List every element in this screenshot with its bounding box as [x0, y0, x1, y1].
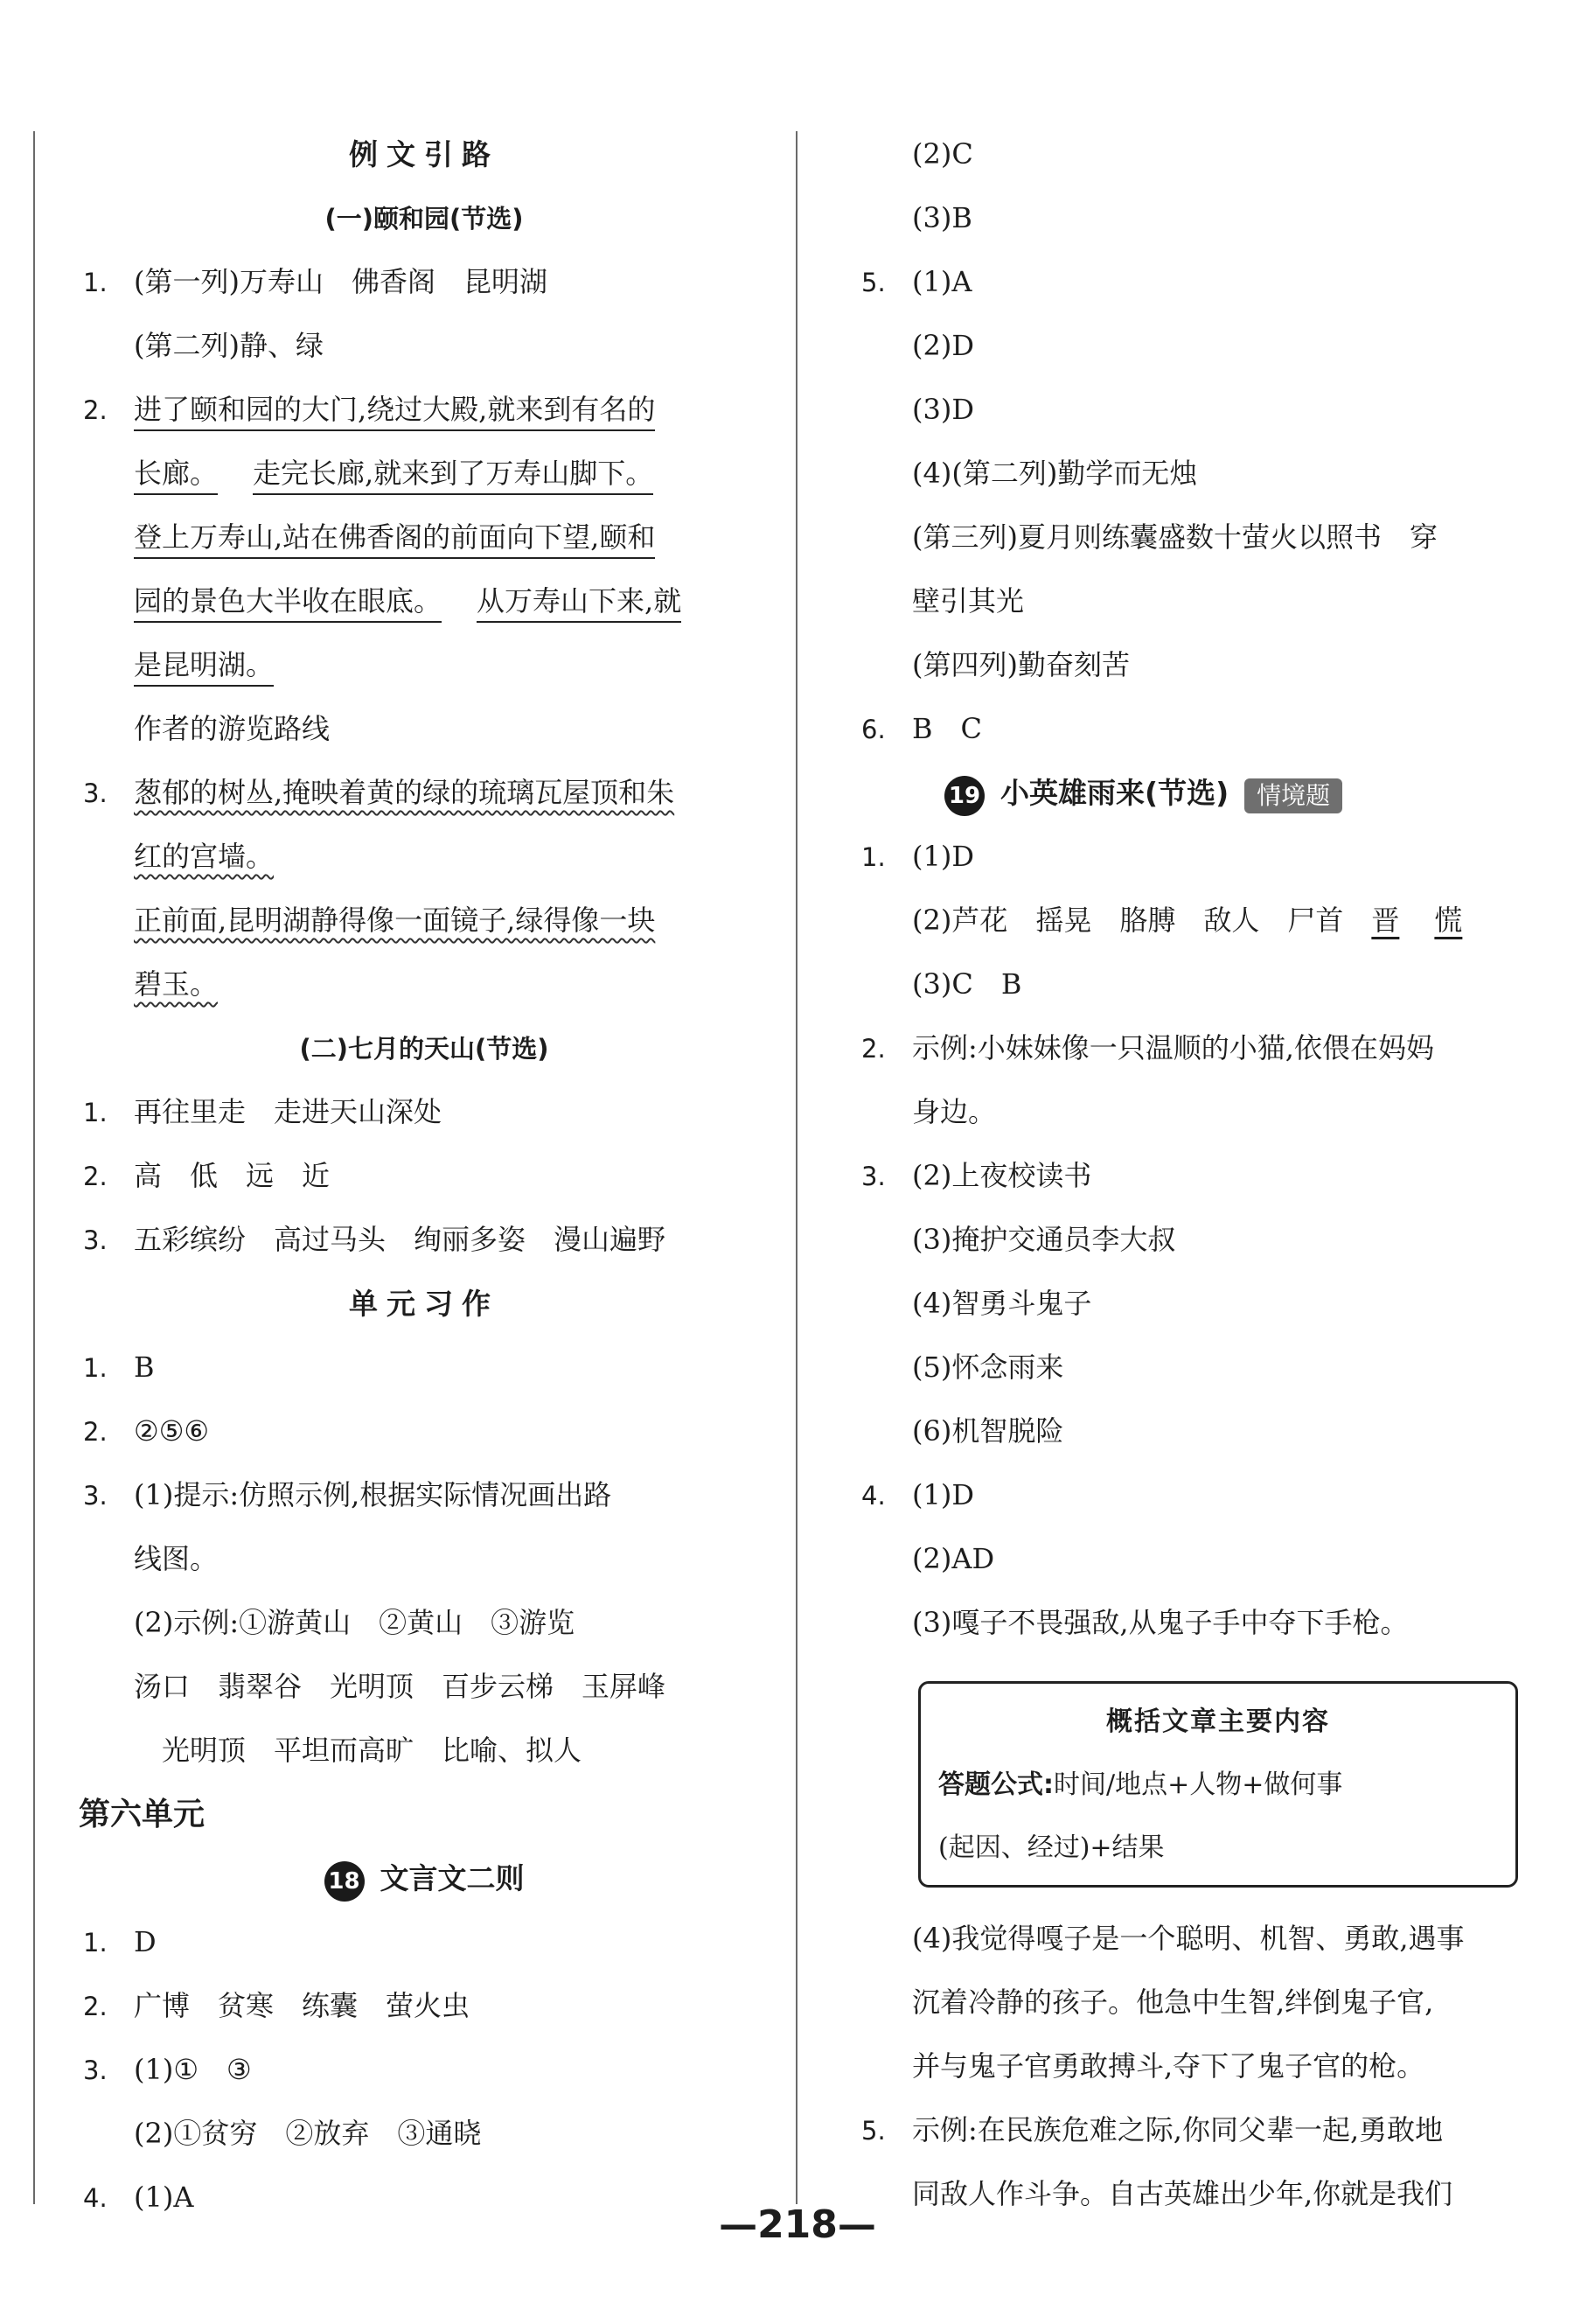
lesson19-question-3-line-4: (5)怀念雨来 — [912, 1350, 1064, 1384]
lesson19-question-3: 3. (2)上夜校读书 — [861, 1159, 1092, 1192]
lesson18-question-5-line-6: 壁引其光 — [912, 584, 1025, 618]
lesson18-question-4-line-3: (3)B — [912, 201, 972, 234]
writing-title: 单元习作 — [349, 1287, 499, 1321]
question-3: 3. 葱郁的树丛,掩映着黄的绿的琉璃瓦屋顶和朱 — [83, 776, 675, 809]
lesson-19-heading: 19 小英雄雨来(节选) 情境题 — [861, 761, 1526, 825]
question-2-line-3: 登上万寿山,站在佛香阁的前面向下望,颐和 — [83, 506, 765, 569]
writing-question-3-line-2: 线图。 — [134, 1542, 219, 1575]
lesson18-question-2: 2. 广博 贫寒 练囊 萤火虫 — [83, 1989, 470, 2022]
left-margin-rule — [33, 131, 35, 2204]
lesson-number-badge: 19 — [944, 776, 985, 816]
column-divider — [796, 131, 798, 2204]
question-2-line-6: 作者的游览路线 — [134, 712, 331, 745]
part1-title: (一)颐和园(节选) — [324, 204, 524, 234]
lesson-18-heading: 18 文言文二则 — [83, 1846, 765, 1910]
lesson19-question-2: 2. 示例:小妹妹像一只温顺的小猫,依偎在妈妈 — [861, 1031, 1434, 1064]
lesson18-question-3: 3. (1)① ③ — [83, 2053, 252, 2086]
unit-title: 第六单元 — [79, 1797, 205, 1832]
lesson19-question-4: 4. (1)D — [861, 1478, 974, 1511]
part2-question-1: 1. 再往里走 走进天山深处 — [83, 1095, 442, 1128]
lesson-number-badge: 18 — [324, 1861, 365, 1902]
lesson19-question-4-line-6: 并与鬼子官勇敢搏斗,夺下了鬼子官的枪。 — [912, 2049, 1425, 2083]
tip-box-title: 概括文章主要内容 — [1106, 1706, 1330, 1737]
lesson19-question-2-line-2: 身边。 — [912, 1095, 997, 1128]
question-3-line-3: 正前面,昆明湖静得像一面镜子,绿得像一块 — [134, 904, 656, 937]
lesson18-question-4: 4. (1)A — [83, 2181, 194, 2214]
lesson19-question-1: 1. (1)D — [861, 840, 974, 873]
question-2: 2. 进了颐和园的大门,绕过大殿,就来到有名的 — [83, 378, 765, 442]
lesson18-question-4-line-2: (2)C — [912, 137, 973, 171]
right-column — [861, 122, 1526, 2226]
lesson19-question-4-line-5: 沉着冷静的孩子。他急中生智,绊倒鬼子官, — [912, 1986, 1434, 2019]
lesson18-question-5: 5. (1)A — [861, 265, 972, 298]
question-2-line-4: 园的景色大半收在眼底。 从万寿山下来,就 — [83, 569, 765, 633]
lesson19-question-4-line-3: (3)嘎子不畏强敌,从鬼子手中夺下手枪。 — [912, 1606, 1409, 1639]
lesson18-question-5-line-4: (4)(第二列)勤学而无烛 — [912, 457, 1198, 490]
tip-box-line-1: 答题公式:时间/地点+人物+做何事 — [938, 1769, 1343, 1800]
part2-question-3: 3. 五彩缤纷 高过马头 绚丽多姿 漫山遍野 — [83, 1223, 666, 1256]
writing-question-2: 2. ②⑤⑥ — [83, 1414, 210, 1448]
lesson19-question-3-line-3: (4)智勇斗鬼子 — [912, 1287, 1092, 1320]
question-3-line-4: 碧玉。 — [134, 967, 219, 1001]
lesson18-question-5-line-3: (3)D — [912, 393, 974, 426]
question-1: 1. (第一列)万寿山 佛香阁 昆明湖 — [83, 265, 547, 298]
section-title: 例文引路 — [349, 137, 499, 171]
page-number: —218— — [719, 2202, 876, 2247]
lesson18-question-5-line-2: (2)D — [912, 329, 974, 362]
question-3-line-2: 红的宫墙。 — [134, 840, 275, 873]
writing-question-3-line-3: (2)示例:①游黄山 ②黄山 ③游览 — [134, 1606, 575, 1639]
lesson19-question-3-line-5: (6)机智脱险 — [912, 1414, 1064, 1448]
lesson19-question-5-line-2: 同敌人作斗争。自古英雄出少年,你就是我们 — [912, 2177, 1453, 2210]
tip-box — [918, 1681, 1518, 1888]
writing-question-3: 3. (1)提示:仿照示例,根据实际情况画出路 — [83, 1478, 612, 1511]
lesson19-question-3-line-2: (3)掩护交通员李大叔 — [912, 1223, 1176, 1256]
lesson18-question-1: 1. D — [83, 1925, 157, 1958]
question-2-line-2: 长廊。 走完长廊,就来到了万寿山脚下。 — [83, 442, 765, 506]
lesson18-question-6: 6. B C — [861, 712, 983, 745]
lesson19-question-1-line-2: (2)芦花 摇晃 胳膊 敌人 尸首 晋 慌 — [912, 904, 1463, 937]
writing-question-3-line-5: 光明顶 平坦而高旷 比喻、拟人 — [162, 1734, 582, 1767]
tip-box-line-2: (起因、经过)+结果 — [938, 1832, 1165, 1863]
writing-question-3-line-4: 汤口 翡翠谷 光明顶 百步云梯 玉屏峰 — [134, 1670, 666, 1703]
lesson19-question-5: 5. 示例:在民族危难之际,你同父辈一起,勇敢地 — [861, 2113, 1444, 2146]
lesson19-question-4-line-4: (4)我觉得嘎子是一个聪明、机智、勇敢,遇事 — [912, 1922, 1465, 1955]
left-column — [79, 122, 765, 2230]
question-2-line-5: 是昆明湖。 — [83, 633, 765, 697]
lesson19-question-4-line-2: (2)AD — [912, 1542, 995, 1575]
lesson19-question-1-line-3: (3)C B — [912, 967, 1022, 1001]
lesson18-question-3-line-2: (2)①贫穷 ②放弃 ③通晓 — [134, 2117, 482, 2150]
question-1-line-2: (第二列)静、绿 — [134, 329, 324, 362]
part2-title: (二)七月的天山(节选) — [299, 1034, 549, 1064]
writing-question-1: 1. B — [83, 1350, 155, 1384]
lesson18-question-5-line-7: (第四列)勤奋刻苦 — [912, 648, 1130, 681]
scenario-tag: 情境题 — [1244, 778, 1342, 813]
part2-question-2: 2. 高 低 远 近 — [83, 1159, 331, 1192]
lesson18-question-5-line-5: (第三列)夏月则练囊盛数十萤火以照书 穿 — [912, 520, 1438, 554]
